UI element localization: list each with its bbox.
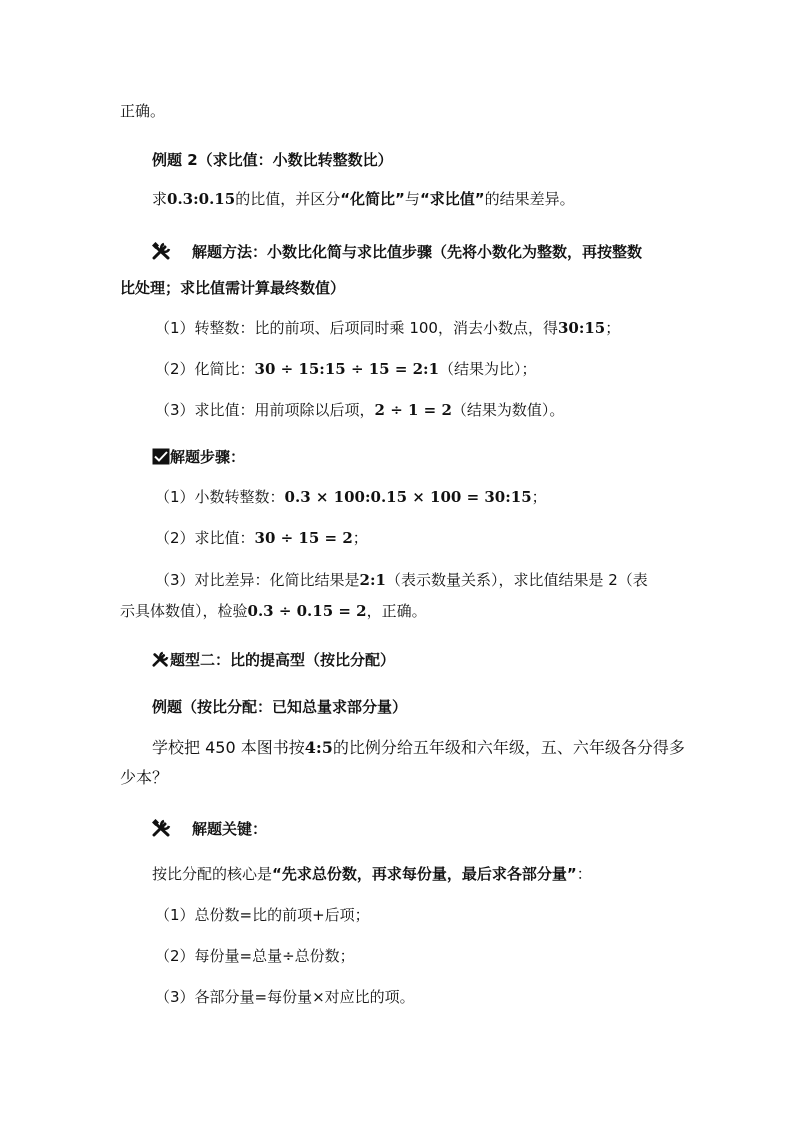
example-question: 学校把 450 本图书按4:5的比例分给五年级和六年级，五、六年级各分得多 xyxy=(152,738,685,757)
example-2-question: 求0.3:0.15的比值，并区分“化简比”与“求比值”的结果差异。 xyxy=(152,190,575,208)
key-step-3: （3）各部分量=每份量×对应比的项。 xyxy=(155,988,415,1006)
tools-icon xyxy=(152,819,172,842)
key-core: 按比分配的核心是“先求总份数，再求每份量，最后求各部分量”： xyxy=(152,865,592,883)
text-line: 正确。 xyxy=(120,102,166,120)
solution-step-1: （1）小数转整数：0.3 × 100:0.15 × 100 = 30:15； xyxy=(155,488,547,506)
solution-steps-heading: 解题步骤： xyxy=(152,447,245,470)
checkbox-icon xyxy=(152,448,170,470)
solution-step-3: （3）对比差异：化简比结果是2:1（表示数量关系），求比值结果是 2（表 xyxy=(155,571,648,589)
key-heading: 解题关键： xyxy=(152,819,267,842)
solution-step-2: （2）求比值：30 ÷ 15 = 2； xyxy=(155,529,368,547)
key-step-2: （2）每份量=总量÷总份数； xyxy=(155,947,355,965)
method-heading-cont: 比处理；求比值需计算最终数值） xyxy=(120,279,346,297)
method-step-3: （3）求比值：用前项除以后项，2 ÷ 1 = 2（结果为数值）。 xyxy=(155,401,565,419)
example-question-cont: 少本？ xyxy=(120,768,169,787)
method-step-2: （2）化简比：30 ÷ 15:15 ÷ 15 = 2:1（结果为比）； xyxy=(155,360,537,378)
type-2-heading: 题型二：比的提高型（按比分配） xyxy=(152,650,395,673)
solution-step-3-cont: 示具体数值），检验0.3 ÷ 0.15 = 2，正确。 xyxy=(120,602,427,620)
example-2-heading: 例题 2（求比值：小数比转整数比） xyxy=(152,151,393,169)
method-step-1: （1）转整数：比的前项、后项同时乘 100，消去小数点，得30:15； xyxy=(155,319,621,337)
method-heading: 解题方法：小数比化简与求比值步骤（先将小数化为整数，再按整数 xyxy=(152,242,642,265)
tools-icon xyxy=(152,650,170,673)
key-step-1: （1）总份数=比的前项+后项； xyxy=(155,906,370,924)
tools-icon xyxy=(152,242,172,265)
example-heading: 例题（按比分配：已知总量求部分量） xyxy=(152,698,408,716)
